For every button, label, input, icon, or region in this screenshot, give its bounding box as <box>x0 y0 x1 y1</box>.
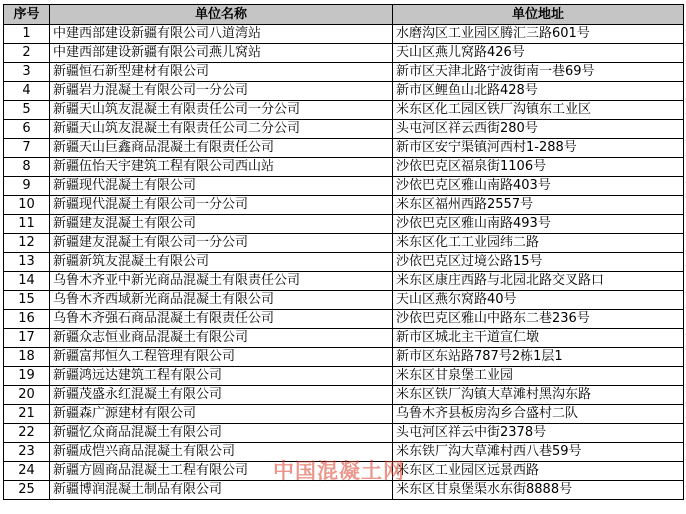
table-row <box>4 348 684 367</box>
header-serial-number: 序号 <box>4 5 50 25</box>
serial-number-cell: 21 <box>4 405 50 424</box>
company-name-cell: 新疆森广源建材有限公司 <box>50 405 393 424</box>
company-name-cell: 新疆岩力混凝土有限公司一分公司 <box>50 82 393 101</box>
table-row <box>4 82 684 101</box>
company-address-cell: 头屯河区祥云西街280号 <box>393 120 684 139</box>
company-name-cell: 乌鲁木齐强石商品混凝土有限责任公司 <box>50 310 393 329</box>
serial-number-cell: 6 <box>4 120 50 139</box>
serial-number-cell: 22 <box>4 424 50 443</box>
serial-number-cell: 10 <box>4 196 50 215</box>
company-name-cell: 新疆建友混凝土有限公司一分公司 <box>50 234 393 253</box>
company-table-container <box>3 4 683 500</box>
serial-number-cell: 11 <box>4 215 50 234</box>
company-name-cell: 新疆忆众商品混凝土有限公司 <box>50 424 393 443</box>
company-address-cell: 米东区福州西路2557号 <box>393 196 684 215</box>
table-row <box>4 329 684 348</box>
header-row <box>4 5 684 25</box>
serial-number-cell: 2 <box>4 44 50 63</box>
company-name-cell: 新疆天山筑友混凝土有限责任公司二分公司 <box>50 120 393 139</box>
serial-number-cell: 14 <box>4 272 50 291</box>
table-row <box>4 44 684 63</box>
serial-number-cell: 24 <box>4 462 50 481</box>
company-address-cell: 新市区城北主干道宣仁墩 <box>393 329 684 348</box>
table-row <box>4 101 684 120</box>
company-address-cell: 头屯河区祥云中街2378号 <box>393 424 684 443</box>
company-name-cell: 新疆恒石新型建材有限公司 <box>50 63 393 82</box>
company-name-cell: 中建西部建设新疆有限公司八道湾站 <box>50 25 393 44</box>
watermark-logo-text: 中国混凝土网 <box>273 459 405 483</box>
company-address-cell: 米东区康庄西路与北园北路交叉路口 <box>393 272 684 291</box>
company-address-cell: 新市区安宁渠镇河西村1-288号 <box>393 139 684 158</box>
table-row <box>4 253 684 272</box>
serial-number-cell: 1 <box>4 25 50 44</box>
company-name-cell: 新疆伍怡天宇建筑工程有限公司西山站 <box>50 158 393 177</box>
company-address-cell: 水磨沟区工业园区腾汇三路601号 <box>393 25 684 44</box>
company-address-cell: 天山区燕儿窝路426号 <box>393 44 684 63</box>
table-row <box>4 291 684 310</box>
serial-number-cell: 8 <box>4 158 50 177</box>
table-row <box>4 234 684 253</box>
table-row <box>4 367 684 386</box>
company-address-cell: 米东区化工工业园纬二路 <box>393 234 684 253</box>
table-row <box>4 386 684 405</box>
serial-number-cell: 19 <box>4 367 50 386</box>
table-row <box>4 25 684 44</box>
company-name-cell: 乌鲁木齐西域新光商品混凝土有限公司 <box>50 291 393 310</box>
company-address-table <box>3 4 684 500</box>
table-row <box>4 424 684 443</box>
table-row <box>4 481 684 500</box>
serial-number-cell: 7 <box>4 139 50 158</box>
table-row <box>4 158 684 177</box>
table-row <box>4 63 684 82</box>
company-address-cell: 米东区化工园区铁厂沟镇东工业区 <box>393 101 684 120</box>
table-header <box>4 5 684 25</box>
company-name-cell: 中建西部建设新疆有限公司燕儿窝站 <box>50 44 393 63</box>
company-address-cell: 沙依巴克区过境公路15号 <box>393 253 684 272</box>
company-name-cell: 新疆富邦恒久工程管理有限公司 <box>50 348 393 367</box>
company-name-cell: 乌鲁木齐亚中新光商品混凝土有限责任公司 <box>50 272 393 291</box>
company-name-cell: 新疆天山巨鑫商品混凝土有限责任公司 <box>50 139 393 158</box>
serial-number-cell: 20 <box>4 386 50 405</box>
company-address-cell: 沙依巴克区雅山南路403号 <box>393 177 684 196</box>
company-address-cell: 乌鲁木齐县板房沟乡合盛村二队 <box>393 405 684 424</box>
company-name-cell: 新疆茂盛永红混凝土有限公司 <box>50 386 393 405</box>
company-name-cell: 新疆方圆商品混凝土工程有限公司 <box>50 462 393 481</box>
company-address-cell: 沙依巴克区雅山南路493号 <box>393 215 684 234</box>
serial-number-cell: 17 <box>4 329 50 348</box>
company-name-cell: 新疆博润混凝土制品有限公司 <box>50 481 393 500</box>
header-company-name: 单位名称 <box>50 5 393 25</box>
serial-number-cell: 18 <box>4 348 50 367</box>
serial-number-cell: 16 <box>4 310 50 329</box>
serial-number-cell: 3 <box>4 63 50 82</box>
table-row <box>4 310 684 329</box>
company-address-cell: 新市区东站路787号2栋1层1 <box>393 348 684 367</box>
company-name-cell: 新疆成恺兴商品混凝土有限公司 <box>50 443 393 462</box>
company-address-cell: 新市区天津北路宁波街南一巷69号 <box>393 63 684 82</box>
header-company-address: 单位地址 <box>393 5 684 25</box>
company-address-cell: 沙依巴克区雅山中路东二巷236号 <box>393 310 684 329</box>
company-address-cell: 米东铁厂沟大草滩村西八巷59号 <box>393 443 684 462</box>
table-row <box>4 215 684 234</box>
serial-number-cell: 23 <box>4 443 50 462</box>
company-address-cell: 新市区鲤鱼山北路428号 <box>393 82 684 101</box>
table-row <box>4 196 684 215</box>
company-name-cell: 新疆鸿远达建筑工程有限公司 <box>50 367 393 386</box>
company-address-cell: 米东区铁厂沟镇大草滩村黑沟东路 <box>393 386 684 405</box>
serial-number-cell: 5 <box>4 101 50 120</box>
table-body <box>4 25 684 500</box>
table-row <box>4 120 684 139</box>
serial-number-cell: 25 <box>4 481 50 500</box>
serial-number-cell: 13 <box>4 253 50 272</box>
table-row <box>4 272 684 291</box>
table-row <box>4 177 684 196</box>
company-address-cell: 米东区甘泉堡渠水东街8888号 <box>393 481 684 500</box>
company-address-cell: 米东区工业园区远景西路 <box>393 462 684 481</box>
table-row <box>4 405 684 424</box>
company-name-cell: 新疆现代混凝土有限公司一分公司 <box>50 196 393 215</box>
table-row <box>4 462 684 481</box>
serial-number-cell: 4 <box>4 82 50 101</box>
serial-number-cell: 9 <box>4 177 50 196</box>
table-row <box>4 139 684 158</box>
serial-number-cell: 12 <box>4 234 50 253</box>
company-name-cell: 新疆天山筑友混凝土有限责任公司一分公司 <box>50 101 393 120</box>
company-name-cell: 新疆众志恒业商品混凝土有限公司 <box>50 329 393 348</box>
company-address-cell: 天山区燕尔窝路40号 <box>393 291 684 310</box>
company-address-cell: 沙依巴克区福泉街1106号 <box>393 158 684 177</box>
company-name-cell: 新疆新筑友混凝土有限公司 <box>50 253 393 272</box>
company-address-cell: 米东区甘泉堡工业园 <box>393 367 684 386</box>
company-name-cell: 新疆现代混凝土有限公司 <box>50 177 393 196</box>
serial-number-cell: 15 <box>4 291 50 310</box>
table-row <box>4 443 684 462</box>
company-name-cell: 新疆建友混凝土有限公司 <box>50 215 393 234</box>
